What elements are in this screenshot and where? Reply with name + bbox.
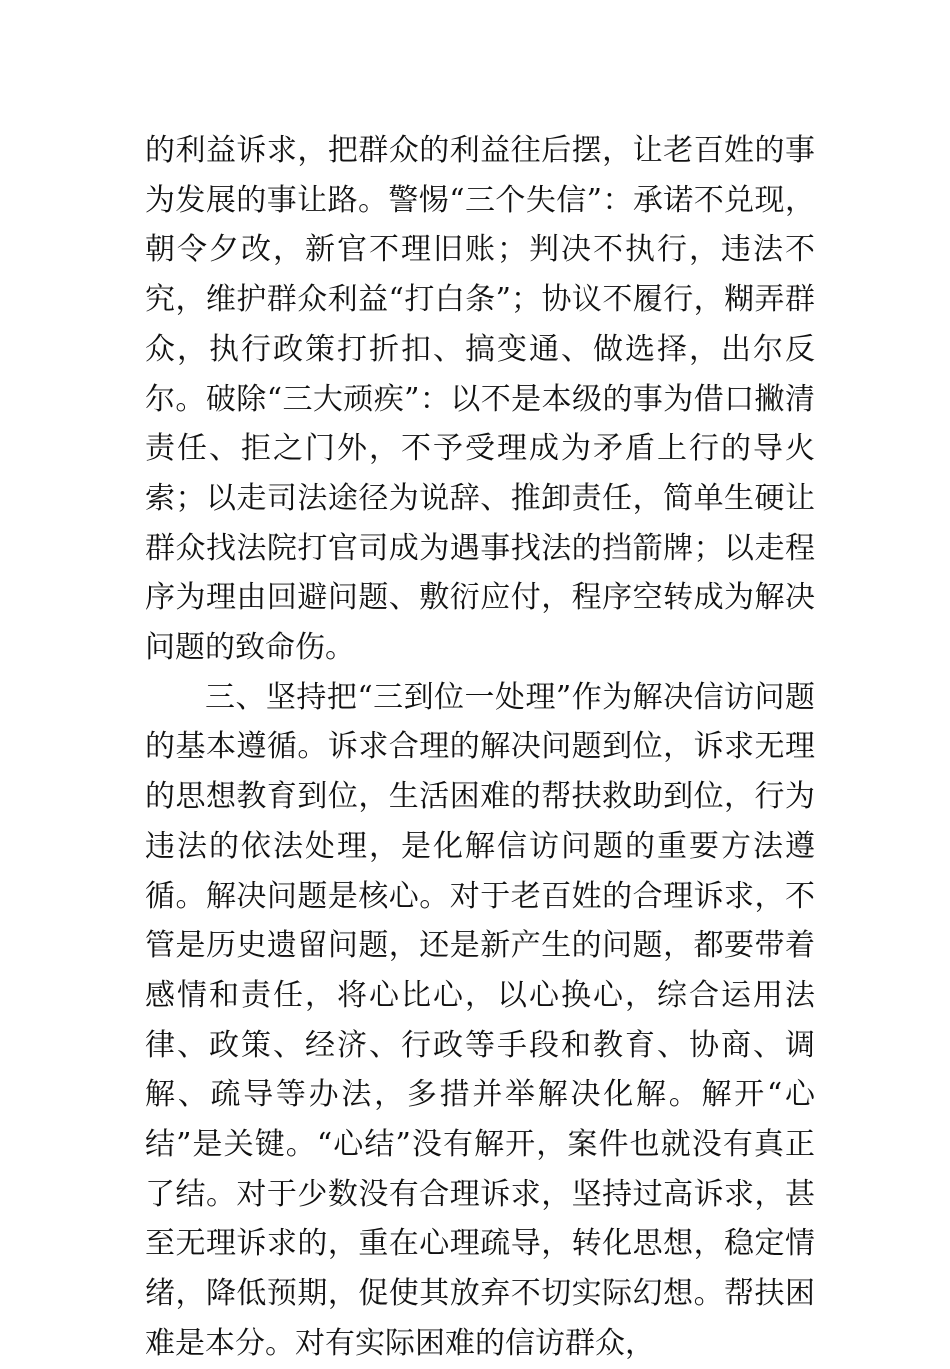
paragraph-2: 三、坚持把“三到位一处理”作为解决信访问题的基本遵循。诉求合理的解决问题到位，诉求无理的思想教育到位，生活困难的帮扶救助到位，行为违法的依法处理，是化解信访问题的重要方法遵循。解决问题是核心。对于老百姓的合理诉求，不管是历史遗留问题，还是新产生的问题，都要带着感情和责任，将心比心，以心换心，综合运用法律、政策、经济、行政等手段和教育、协商、调解、疏导等办法，多措并举解决化解。解开“心结”是关键。“心结”没有解开，案件也就没有真正了结。对于少数没有合理诉求，坚持过高诉求，甚至无理诉求的，重在心理疏导，转化思想，稳定情绪，降低预期，促使其放弃不切实际幻想。帮扶困难是本分。对有实际困难的信访群众， (145, 679, 815, 1361)
document-body (145, 126, 815, 1369)
paragraph-1: 的利益诉求，把群众的利益往后摆，让老百姓的事为发展的事让路。警惕“三个失信”：承诺不兑现，朝令夕改，新官不理旧账；判决不执行，违法不究，维护群众利益“打白条”；协议不履行，糊弄群众，执行政策打折扣、搞变通、做选择，出尔反尔。破除“三大顽疾”：以不是本级的事为借口撇清责任、拒之门外，不予受理成为矛盾上行的导火索；以走司法途径为说辞、推卸责任，简单生硬让群众找法院打官司成为遇事找法的挡箭牌；以走程序为理由回避问题、敷衍应付，程序空转成为解决问题的致命伤。 (145, 133, 815, 666)
